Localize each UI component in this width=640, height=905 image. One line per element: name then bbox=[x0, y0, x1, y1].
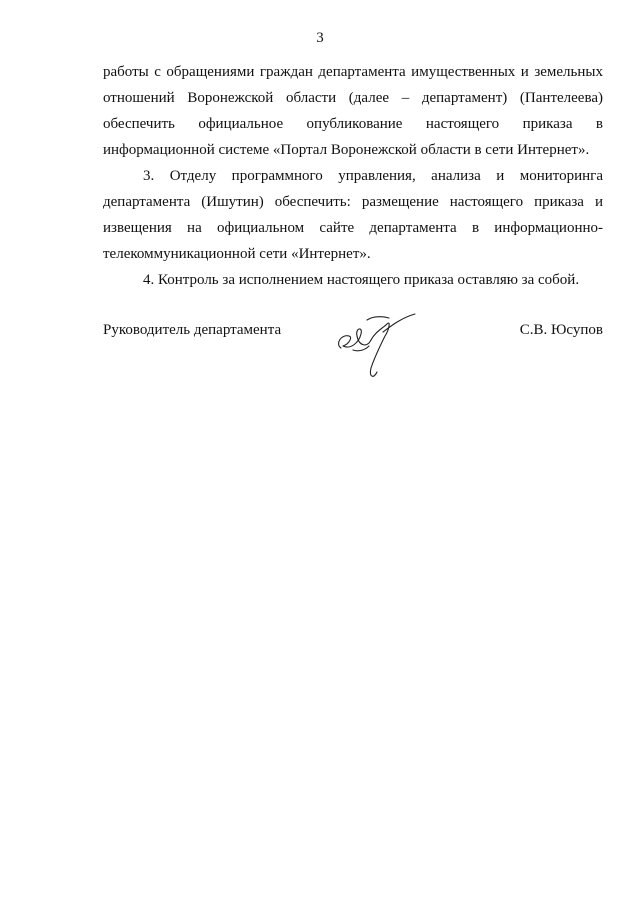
signatory-name: С.В. Юсупов bbox=[519, 322, 603, 338]
handwritten-signature bbox=[331, 306, 421, 386]
signature-block bbox=[103, 318, 603, 378]
signatory-title: Руководитель департамента bbox=[103, 322, 282, 338]
paragraph-continuation: работы с обращениями граждан департамента имущественных и земельных отношений Воронежской области (далее – департамент) (Пантелеева) обеспечить официальное опубликование настоящего приказа в информационной системе «Портал Воронежской области в сети Интернет». bbox=[103, 64, 603, 158]
paragraph-item-3: 3. Отделу программного управления, анализа и мониторинга департамента (Ишутин) обеспечить: размещение настоящего приказа и извещения на официальном сайте департамента в информационно-телекоммуникационной сети «Интернет». bbox=[103, 168, 603, 262]
paragraph-item-4: 4. Контроль за исполнением настоящего приказа оставляю за собой. bbox=[143, 272, 580, 288]
document-body bbox=[103, 59, 603, 293]
page-number: 3 bbox=[316, 30, 324, 46]
